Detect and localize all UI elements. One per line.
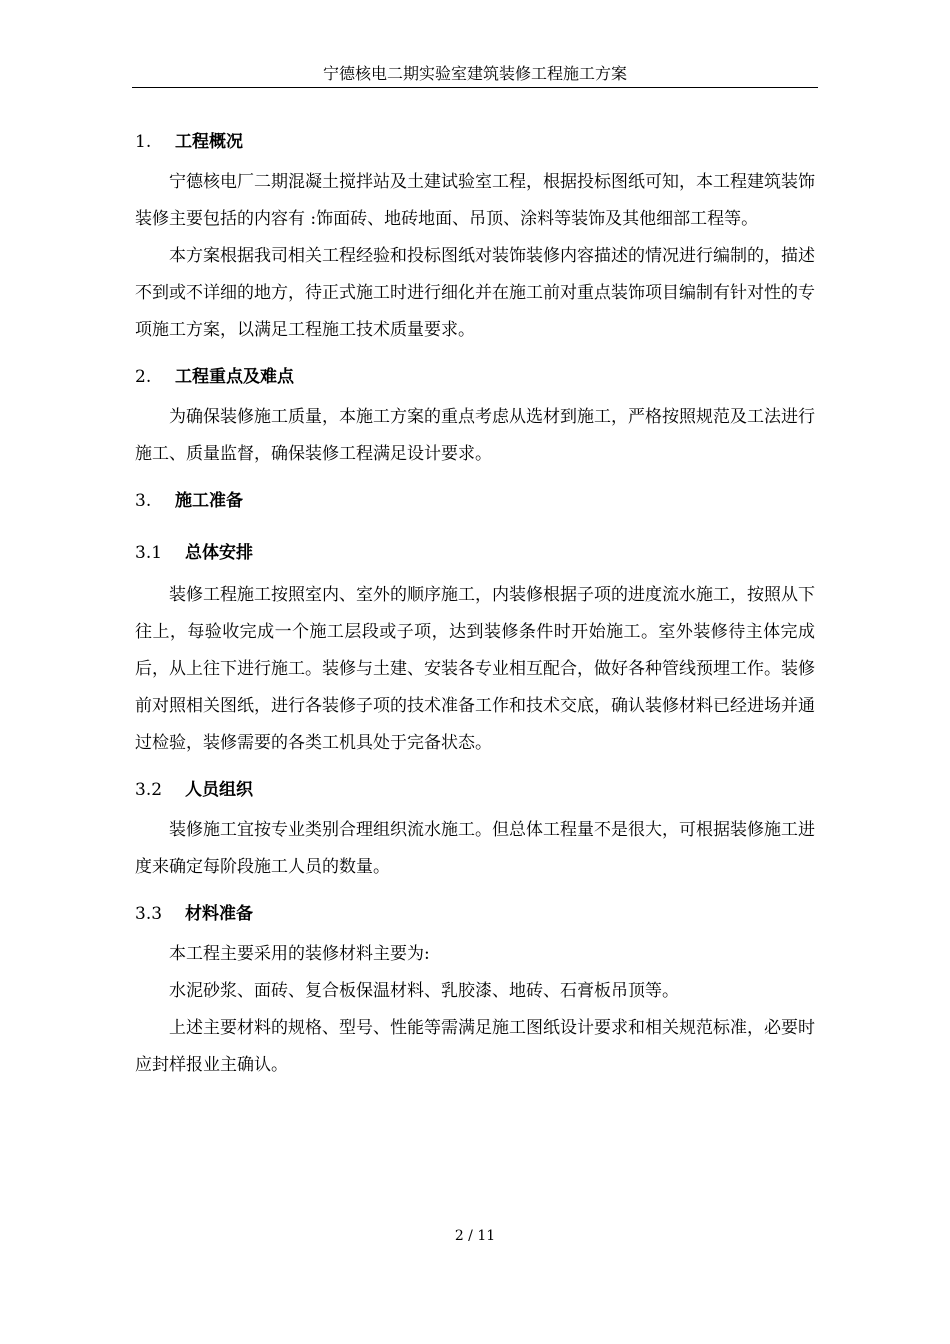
section-heading-2 — [135, 361, 815, 393]
page-number: 2 / 11 — [454, 1228, 496, 1244]
section-number: 1. — [135, 132, 152, 152]
document-body — [135, 126, 815, 1084]
section-heading-1 — [135, 126, 815, 158]
section-title: 施工准备 — [175, 491, 243, 511]
paragraph: 水泥砂浆、面砖、复合板保温材料、乳胶漆、地砖、石膏板吊顶等。 — [169, 981, 679, 1001]
subsection-heading-3-1 — [135, 537, 815, 569]
subsection-heading-3-3 — [135, 898, 815, 930]
section-number: 3.1 — [135, 543, 163, 563]
paragraph: 本工程主要采用的装修材料主要为: — [169, 944, 430, 964]
section-heading-3 — [135, 485, 815, 517]
section-title: 人员组织 — [185, 780, 253, 800]
header-divider — [132, 87, 818, 88]
section-number: 3.3 — [135, 904, 163, 924]
section-title: 工程重点及难点 — [175, 367, 294, 387]
paragraph: 宁德核电厂二期混凝土搅拌站及土建试验室工程，根据投标图纸可知，本工程建筑装饰装修主要包括的内容有 :饰面砖、地砖地面、吊顶、涂料等装饰及其他细部工程等。 — [135, 172, 815, 229]
paragraph: 装修工程施工按照室内、室外的顺序施工，内装修根据子项的进度流水施工，按照从下往上，每验收完成一个施工层段或子项，达到装修条件时开始施工。室外装修待主体完成后，从上往下进行施工。装修与土建、安装各专业相互配合，做好各种管线预埋工作。装修前对照相关图纸，进行各装修子项的技术准备工作和技术交底，确认装修材料已经进场并通过检验，装修需要的各类工机具处于完备状态。 — [135, 585, 815, 753]
paragraph: 本方案根据我司相关工程经验和投标图纸对装饰装修内容描述的情况进行编制的，描述不到或不详细的地方，待正式施工时进行细化并在施工前对重点装饰项目编制有针对性的专项施工方案，以满足工程施工技术质量要求。 — [135, 246, 815, 340]
section-number: 2. — [135, 367, 152, 387]
subsection-heading-3-2 — [135, 774, 815, 806]
paragraph: 上述主要材料的规格、型号、性能等需满足施工图纸设计要求和相关规范标准，必要时应封样报业主确认。 — [135, 1018, 815, 1075]
section-title: 总体安排 — [185, 543, 253, 563]
paragraph: 装修施工宜按专业类别合理组织流水施工。但总体工程量不是很大，可根据装修施工进度来确定每阶段施工人员的数量。 — [135, 820, 815, 877]
section-number: 3.2 — [135, 780, 163, 800]
section-number: 3. — [135, 491, 152, 511]
page-header-title: 宁德核电二期实验室建筑装修工程施工方案 — [322, 64, 627, 83]
section-title: 材料准备 — [185, 904, 253, 924]
section-title: 工程概况 — [175, 132, 243, 152]
paragraph: 为确保装修施工质量，本施工方案的重点考虑从选材到施工，严格按照规范及工法进行施工、质量监督，确保装修工程满足设计要求。 — [135, 407, 815, 464]
